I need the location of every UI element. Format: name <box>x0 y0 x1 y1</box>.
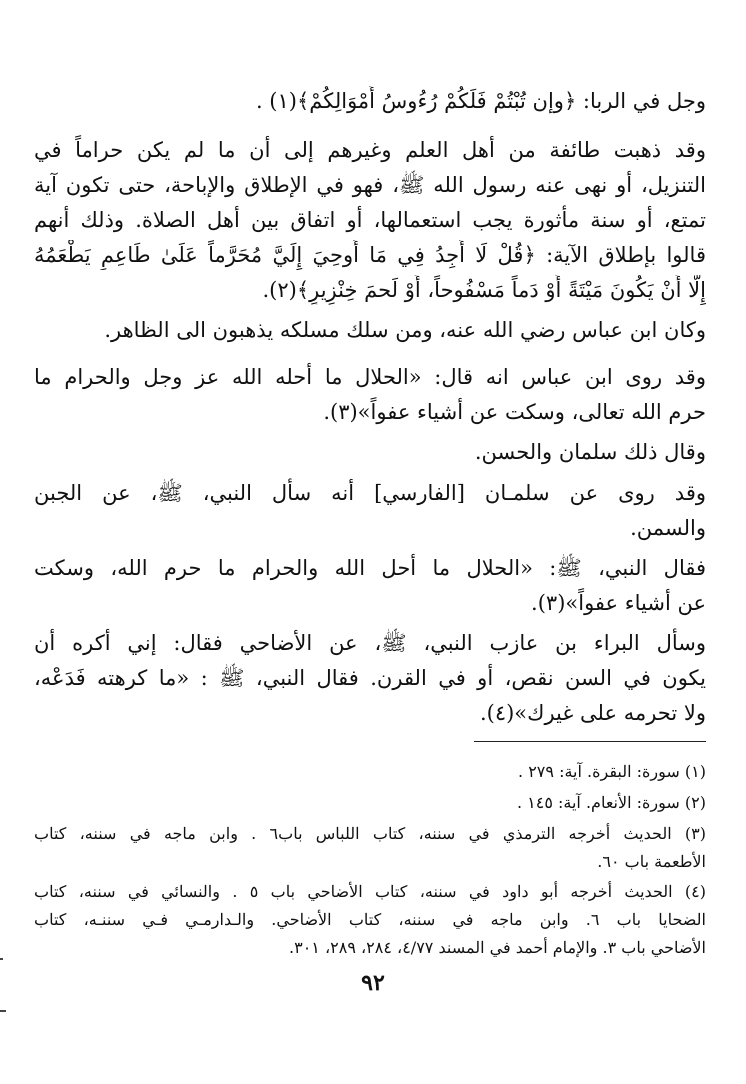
scan-edge-mark <box>0 958 3 960</box>
footnote-line: (٣) الحديث أخرجه الترمذي في سننه، كتاب اللباس باب٦ . وابن ماجه في سننه، كتاب <box>34 824 706 843</box>
body-line: والسمن. <box>630 516 706 540</box>
body-line: تمتع، أو سنة مأثورة يجب استعمالها، أو اتفاق بين أهل الصلاة. وذلك أنهم <box>34 208 706 232</box>
body-line: عن أشياء عفواً»(٣). <box>531 591 706 615</box>
body-line: يكون في السن نقص، أو في القرن. فقال النبي، ﷺ : «ما كرهته فَدَعْه، <box>34 666 706 690</box>
body-line: وكان ابن عباس رضي الله عنه، ومن سلك مسلكه يذهبون الى الظاهر. <box>104 318 706 342</box>
footnote-line: الأضاحي باب ٣. والإمام أحمد في المسند ٤/٧٧، ٢٨٤، ٢٨٩، ٣٠١. <box>289 938 706 957</box>
body-line: وسأل البراء بن عازب النبي، ﷺ، عن الأضاحي فقال: إني أكره أن <box>34 631 706 655</box>
body-line: وجل في الربا: ﴿وإن تُبْتُمْ فَلَكُمْ رُءُوسُ أَمْوَالِكُمْ﴾(١) . <box>255 89 706 113</box>
body-line: إِلَّا أَنْ يَكُونَ مَيْتَةً أَوْ دَماً مَسْفُوحاً، أَوْ لَحمَ خِنْزِيرٍ﴾(٢). <box>262 278 706 302</box>
body-line: وقد روى عن سلمـان [الفارسي] أنه سأل النبي، ﷺ، عن الجبن <box>34 481 706 505</box>
footnote-line: الضحايا باب ٦. وابن ماجه في سننه، كتاب الأضاحي. والـدارمـي فـي سننـه، كتاب <box>34 910 706 929</box>
footnote-line: (١) سورة: البقرة. آية: ٢٧٩ . <box>518 762 706 781</box>
footnote-line: الأطعمة باب ٦٠. <box>597 852 706 871</box>
body-line: قالوا بإطلاق الآية: ﴿قُلْ لَا أَجِدُ فِي مَا أُوحِيَ إِلَيَّ مُحَرَّماً عَلَىٰ طَاعِمٍ يَطْعَمُهُ <box>34 243 706 267</box>
body-line: ولا تحرمه على غيرك»(٤). <box>479 701 706 725</box>
footnote-divider <box>474 741 706 742</box>
body-line: فقال النبي، ﷺ: «الحلال ما أحل الله والحرام ما حرم الله، وسكت <box>34 556 706 580</box>
body-line: وقال ذلك سلمان والحسن. <box>474 440 706 464</box>
body-line: وقد روى ابن عباس انه قال: «الحلال ما أحله الله عز وجل والحرام ما <box>34 365 706 389</box>
body-line: حرم الله تعالى، وسكت عن أشياء عفواً»(٣). <box>323 400 706 424</box>
body-line: وقد ذهبت طائفة من أهل العلم وغيرهم إلى أن ما لم يكن حراماً في <box>34 138 706 162</box>
footnote-line: (٢) سورة: الأنعام. آية: ١٤٥ . <box>516 793 706 812</box>
page-number: ٩٢ <box>361 970 385 996</box>
body-line: التنزيل، أو نهى عنه رسول الله ﷺ، فهو في الإطلاق والإباحة، حتى تكون آية <box>34 173 706 197</box>
footnote-line: (٤) الحديث أخرجه أبو داود في سننه، كتاب الأضاحي باب ٥ . والنسائي في سننه، كتاب <box>34 882 706 901</box>
scan-edge-mark <box>0 1010 6 1012</box>
